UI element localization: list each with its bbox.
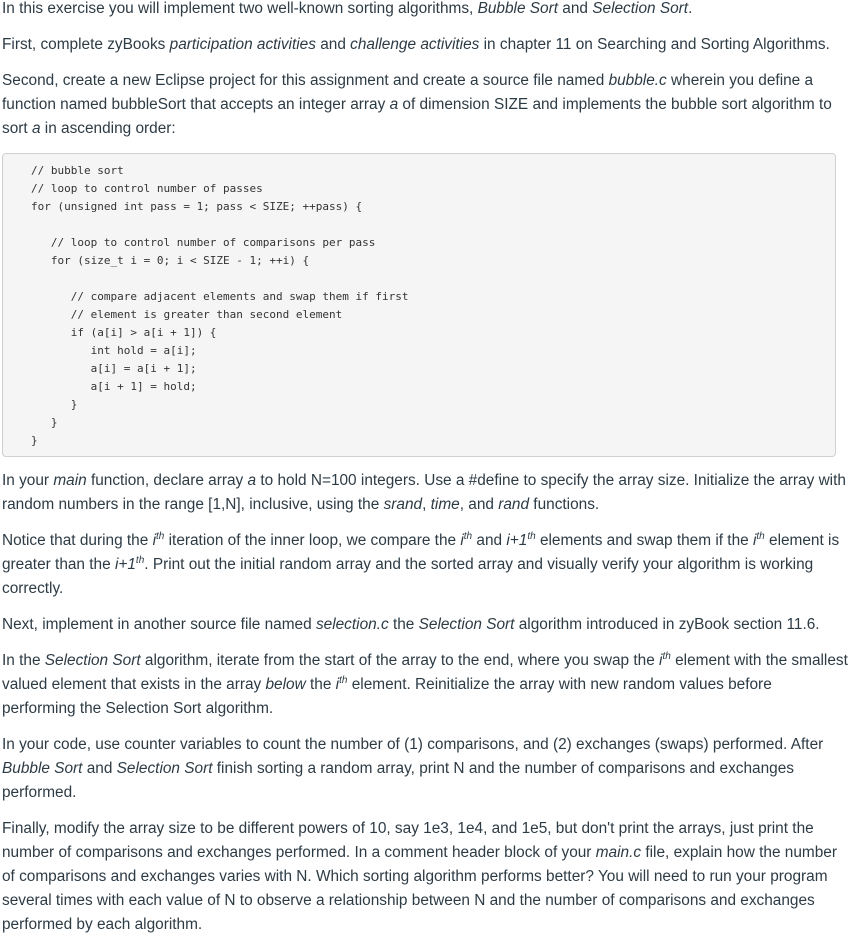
code-line <box>31 270 823 288</box>
intro-text: . <box>688 0 693 17</box>
first-text: First, complete zyBooks <box>2 36 170 53</box>
code-line: } <box>31 398 78 411</box>
challenge-activities-emphasis: challenge activities <box>350 36 480 53</box>
notice-text: Notice that during the <box>2 532 153 549</box>
ordinal-superscript: th <box>156 531 165 542</box>
code-line: int hold = a[i]; <box>31 344 197 357</box>
counters-text: and <box>82 760 117 777</box>
code-line <box>31 216 823 234</box>
selection-sort-emphasis: Selection Sort <box>44 652 141 669</box>
code-line: if (a[i] > a[i + 1]) { <box>31 326 217 339</box>
selection-sort-emphasis: Selection Sort <box>418 616 515 633</box>
array-a-emphasis: a <box>31 120 41 137</box>
selection-sort-emphasis: Selection Sort <box>116 760 213 777</box>
code-line: } <box>31 416 58 429</box>
finally-text: file, explain how the number of comparisons and exchanges varies with N. Which sorting algorithm performs better? You will need to run your program several times with each value of N to observe a relationship between N and the number of comparisons and exchanges performed by each algorithm. <box>2 844 837 933</box>
intro-text: In this exercise you will implement two well-known sorting algorithms, <box>2 0 478 17</box>
index-emphasis: i <box>659 652 663 669</box>
code-line: a[i] = a[i + 1]; <box>31 362 197 375</box>
main-function-paragraph <box>2 469 848 517</box>
bubble-file-emphasis: bubble.c <box>608 72 667 89</box>
next-step-paragraph <box>2 613 848 637</box>
notice-text: elements and swap them if the <box>535 532 753 549</box>
srand-emphasis: srand <box>383 496 423 513</box>
code-line: // compare adjacent elements and swap them if first <box>31 290 409 303</box>
main-text: functions. <box>529 496 600 513</box>
code-line: a[i + 1] = hold; <box>31 380 197 393</box>
main-text: function, declare array <box>86 472 248 489</box>
below-emphasis: below <box>265 676 306 693</box>
notice-text: element is greater than the <box>2 532 840 573</box>
ordinal-superscript: th <box>463 531 473 542</box>
notice-text: . Print out the initial random array and the sorted array and visually verify your algorithm is working correctly. <box>2 556 814 597</box>
code-line: for (size_t i = 0; i < SIZE - 1; ++i) { <box>31 254 310 267</box>
ordinal-superscript: th <box>135 555 145 566</box>
intro-paragraph <box>2 0 848 21</box>
index-emphasis: i <box>152 532 156 549</box>
bubble-sort-emphasis: Bubble Sort <box>2 760 83 777</box>
notice-text: and <box>472 532 507 549</box>
main-file-emphasis: main.c <box>595 844 642 861</box>
second-text: Second, create a new Eclipse project for this assignment and create a source file named <box>2 72 609 89</box>
ordinal-superscript: th <box>527 531 536 542</box>
index-emphasis: i <box>752 532 757 549</box>
array-a-emphasis: a <box>389 96 399 113</box>
selection-text: algorithm, iterate from the start of the array to the end, where you swap the <box>140 652 660 669</box>
index-emphasis: i+1 <box>506 532 528 549</box>
main-text: , <box>422 496 431 513</box>
bubble-sort-emphasis: Bubble Sort <box>477 0 559 17</box>
index-emphasis: i <box>460 532 464 549</box>
main-text: In your <box>2 472 54 489</box>
bubble-sort-code-block <box>2 153 836 457</box>
code-line: // loop to control number of comparisons per pass <box>31 236 376 249</box>
code-line: // bubble sort <box>31 164 124 177</box>
participation-activities-emphasis: participation activities <box>169 36 316 53</box>
selection-sort-emphasis: Selection Sort <box>592 0 689 17</box>
main-emphasis: main <box>53 472 87 489</box>
second-text: wherein you define a function named bubbleSort that accepts an integer array <box>2 72 814 113</box>
index-emphasis: i <box>335 676 340 693</box>
code-line: // element is greater than second element <box>31 308 343 321</box>
first-step-paragraph <box>2 33 848 57</box>
time-emphasis: time <box>430 496 460 513</box>
finally-text: Finally, modify the array size to be different powers of 10, say 1e3, 1e4, and 1e5, but don't print the arrays, just print the number of comparisons and exchanges performed. In a comment header block of your <box>2 820 814 861</box>
next-text: Next, implement in another source file named <box>2 616 316 633</box>
second-text: of dimension SIZE and implements the bubble sort algorithm to sort <box>2 96 832 137</box>
selection-text: element with the smallest valued element that exists in the array <box>2 652 848 693</box>
main-text: to hold N=100 integers. Use a #define to specify the array size. Initialize the array with random numbers in the range [1,N], inclusive, using the <box>2 472 846 513</box>
next-text: the <box>388 616 419 633</box>
counters-text: finish sorting a random array, print N and the number of comparisons and exchanges performed. <box>2 760 794 801</box>
selection-text: element. Reinitialize the array with new random values before performing the Selection Sort algorithm. <box>2 676 772 717</box>
intro-text: and <box>558 0 593 17</box>
second-step-paragraph <box>2 69 848 141</box>
ordinal-superscript: th <box>756 531 765 542</box>
second-text: in ascending order: <box>40 120 176 137</box>
selection-file-emphasis: selection.c <box>315 616 389 633</box>
counters-paragraph <box>2 733 848 805</box>
code-line: for (unsigned int pass = 1; pass < SIZE; ++pass) { <box>31 200 363 213</box>
index-emphasis: i+1 <box>114 556 136 573</box>
rand-emphasis: rand <box>498 496 530 513</box>
code-line: // loop to control number of passes <box>31 182 263 195</box>
next-text: algorithm introduced in zyBook section 11.6. <box>514 616 820 633</box>
selection-text: In the <box>2 652 45 669</box>
first-text: in chapter 11 on Searching and Sorting Algorithms. <box>479 36 830 53</box>
code-line: } <box>31 434 38 447</box>
selection-description-paragraph <box>2 649 848 721</box>
counters-text: In your code, use counter variables to count the number of (1) comparisons, and (2) exchanges (swaps) performed. After <box>2 736 824 753</box>
main-text: , and <box>459 496 499 513</box>
ordinal-superscript: th <box>339 675 348 686</box>
finally-paragraph <box>2 817 848 937</box>
notice-text: iteration of the inner loop, we compare the <box>164 532 461 549</box>
ordinal-superscript: th <box>662 651 671 662</box>
array-a-emphasis: a <box>247 472 257 489</box>
selection-text: the <box>305 676 336 693</box>
notice-paragraph <box>2 529 848 601</box>
first-text: and <box>315 36 351 53</box>
